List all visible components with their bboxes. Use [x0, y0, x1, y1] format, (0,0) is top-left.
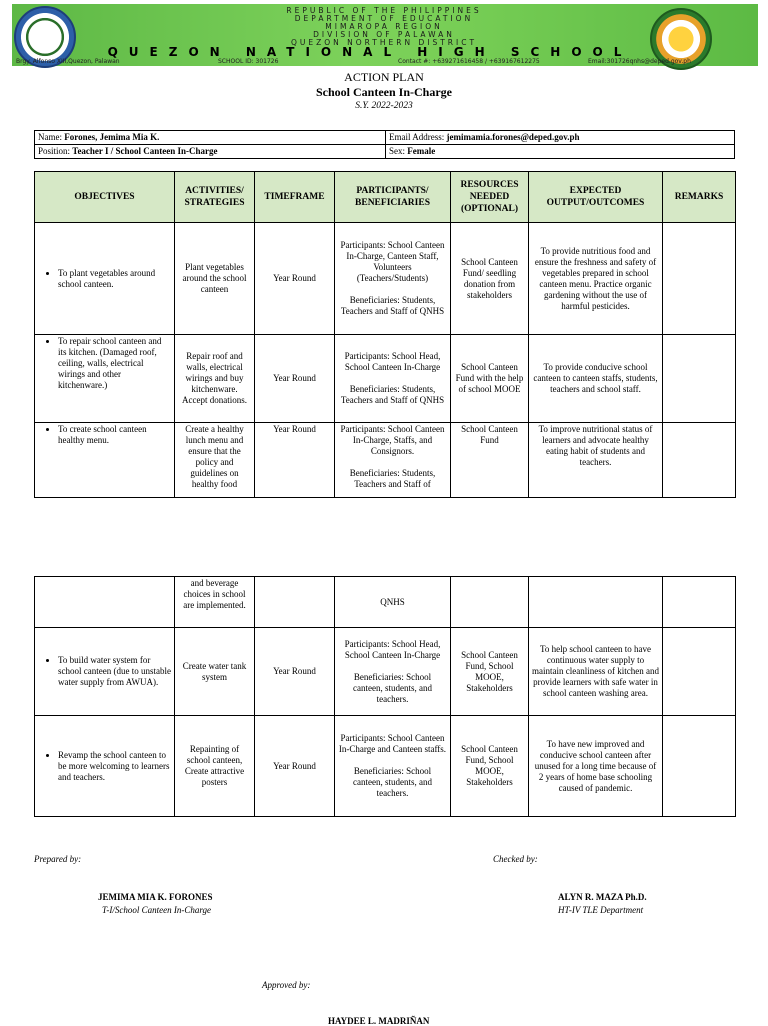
info-table: [34, 130, 735, 159]
school-email: Email:301726qnhs@deped.gov.ph: [588, 58, 691, 65]
email-value: jemimamia.forones@deped.gov.ph: [446, 132, 580, 142]
timeframe-cell: Year Round: [255, 628, 335, 716]
position-cell: [35, 145, 386, 159]
school-contact: Contact #: +639271616458 / +639167612275: [398, 58, 540, 65]
action-plan-table: [34, 171, 736, 498]
table-row: [35, 628, 736, 716]
col-header-objectives: OBJECTIVES: [35, 172, 175, 223]
activity-cell: Repair roof and walls, electrical wirings and buy kitchenware. Accept donations.: [175, 335, 255, 423]
participants-text: Participants: School Canteen In-Charge, Canteen Staff, Volunteers (Teachers/Students): [340, 240, 445, 283]
participants-text: Participants: School Head, School Canteen In-Charge: [344, 351, 441, 372]
prepared-by-title: T-I/School Canteen In-Charge: [102, 905, 211, 915]
timeframe-cell: Year Round: [255, 223, 335, 335]
header-republic: REPUBLIC OF THE PHILIPPINES: [286, 6, 482, 15]
timeframe-cell: Year Round: [255, 423, 335, 498]
participants-text: Participants: School Canteen In-Charge and Canteen staffs.: [338, 733, 447, 754]
name-label: Name:: [38, 132, 62, 142]
beneficiaries-text: Beneficiaries: Students, Teachers and Staff of QNHS: [340, 384, 445, 405]
name-value: Forones, Jemima Mia K.: [64, 132, 160, 142]
outcome-cell: [529, 577, 663, 628]
info-row-name: [35, 131, 735, 145]
objective-text: • To create school canteen healthy menu.: [58, 424, 171, 446]
participants-cell: [335, 423, 451, 498]
timeframe-cell: [255, 577, 335, 628]
participants-cell: [335, 335, 451, 423]
outcome-cell: To provide nutritious food and ensure the freshness and safety of vegetables prepared in school canteen menu. Practice organic gardening without the use of harmful pesticides.: [529, 223, 663, 335]
table-row: [35, 335, 736, 423]
info-row-position: [35, 145, 735, 159]
position-value: Teacher I / School Canteen In-Charge: [72, 146, 218, 156]
outcome-cell: To provide conducive school canteen to canteen staffs, students, teachers and school staff.: [529, 335, 663, 423]
remarks-cell: [663, 223, 736, 335]
activity-cell: and beverage choices in school are implemented.: [175, 577, 255, 628]
prepared-by-label: Prepared by:: [34, 854, 82, 864]
header-region: MIMAROPA REGION: [325, 22, 443, 31]
activity-cell: Repainting of school canteen, Create attractive posters: [175, 716, 255, 817]
col-header-activities: ACTIVITIES/ STRATEGIES: [175, 172, 255, 223]
objective-cell: [35, 423, 175, 498]
participants-cell: [335, 716, 451, 817]
objective-cell: [35, 577, 175, 628]
title-role: School Canteen In-Charge: [315, 85, 452, 99]
resources-cell: School Canteen Fund, School MOOE, Stakeholders: [451, 628, 529, 716]
beneficiaries-text: Beneficiaries: Students, Teachers and Staff of QNHS: [340, 295, 445, 316]
objective-cell: [35, 628, 175, 716]
beneficiaries-text: Beneficiaries: School canteen, students, and teachers.: [353, 766, 432, 798]
table-row: [35, 716, 736, 817]
checked-by-title: HT-IV TLE Department: [558, 905, 644, 915]
sex-cell: [386, 145, 735, 159]
document-title: [0, 70, 768, 113]
objective-text: • To repair school canteen and its kitchen. (Damaged roof, ceiling, walls, electrical wirings and other kitchenware.): [58, 336, 171, 391]
remarks-cell: [663, 577, 736, 628]
activity-cell: Create water tank system: [175, 628, 255, 716]
resources-cell: [451, 577, 529, 628]
title-school-year: S.Y. 2022-2023: [355, 101, 413, 111]
prepared-by-name: JEMIMA MIA K. FORONES: [98, 892, 213, 902]
email-label: Email Address:: [389, 132, 445, 142]
participants-cell: [335, 628, 451, 716]
header-division: DIVISION OF PALAWAN: [313, 30, 455, 39]
resources-cell: School Canteen Fund with the help of school MOOE: [451, 335, 529, 423]
beneficiaries-text: Beneficiaries: Students, Teachers and Staff of: [349, 468, 436, 489]
table-row: [35, 423, 736, 498]
timeframe-cell: Year Round: [255, 716, 335, 817]
school-id: SCHOOL ID: 301726: [218, 58, 279, 65]
checked-by-name: ALYN R. MAZA Ph.D.: [558, 892, 647, 902]
sex-label: Sex:: [389, 146, 406, 156]
title-action-plan: ACTION PLAN: [344, 70, 424, 84]
participants-text: Participants: School Canteen In-Charge, Staffs, and Consignors.: [340, 424, 445, 456]
objective-text: • To plant vegetables around school canteen.: [58, 268, 171, 290]
col-header-outcomes: EXPECTED OUTPUT/OUTCOMES: [529, 172, 663, 223]
name-cell: [35, 131, 386, 145]
remarks-cell: [663, 423, 736, 498]
outcome-cell: To help school canteen to have continuous water supply to maintain cleanliness of kitchen and provide learners with safe water in school canteen washing area.: [529, 628, 663, 716]
table-row: [35, 223, 736, 335]
remarks-cell: [663, 335, 736, 423]
remarks-cell: [663, 716, 736, 817]
position-label: Position:: [38, 146, 71, 156]
col-header-timeframe: TIMEFRAME: [255, 172, 335, 223]
action-plan-table-continued: [34, 576, 736, 817]
activity-cell: Create a healthy lunch menu and ensure that the policy and guidelines on healthy food: [175, 423, 255, 498]
col-header-remarks: REMARKS: [663, 172, 736, 223]
objective-text: • Revamp the school canteen to be more welcoming to learners and teachers.: [58, 750, 171, 783]
col-header-resources: RESOURCES NEEDED (OPTIONAL): [451, 172, 529, 223]
objective-cell: [35, 716, 175, 817]
objective-cell: [35, 335, 175, 423]
sex-value: Female: [407, 146, 436, 156]
table-row: [35, 577, 736, 628]
beneficiaries-text: Beneficiaries: School canteen, students, and teachers.: [353, 671, 432, 704]
participants-text: Participants: School Head, School Canteen In-Charge: [344, 638, 441, 660]
school-address: Brgy. Alfonso XIII,Quezon, Palawan: [16, 58, 120, 65]
participants-cell: QNHS: [335, 577, 451, 628]
approved-by-label: Approved by:: [262, 980, 311, 990]
objective-cell: [35, 223, 175, 335]
resources-cell: School Canteen Fund/ seedling donation from stakeholders: [451, 223, 529, 335]
approved-by-name: HAYDEE L. MADRIÑAN: [328, 1016, 430, 1026]
resources-cell: School Canteen Fund, School MOOE, Stakeholders: [451, 716, 529, 817]
col-header-participants: PARTICIPANTS/ BENEFICIARIES: [335, 172, 451, 223]
header-district: QUEZON NORTHERN DISTRICT: [290, 38, 478, 47]
timeframe-cell: Year Round: [255, 335, 335, 423]
participants-cell: [335, 223, 451, 335]
remarks-cell: [663, 628, 736, 716]
table-header-row: [35, 172, 736, 223]
email-cell: [386, 131, 735, 145]
resources-cell: School Canteen Fund: [451, 423, 529, 498]
outcome-cell: To improve nutritional status of learners and advocate healthy eating habit of students and teachers.: [529, 423, 663, 498]
outcome-cell: To have new improved and conducive school canteen after unused for a long time because of 2 years of home base schooling caused of pandemic.: [529, 716, 663, 817]
objective-text: • To build water system for school canteen (due to unstable water supply from AWUA).: [58, 655, 171, 688]
school-name: QUEZON NATIONAL HIGH SCHOOL: [107, 45, 633, 59]
checked-by-label: Checked by:: [493, 854, 538, 864]
header-department: DEPARTMENT OF EDUCATION: [294, 14, 474, 23]
activity-cell: Plant vegetables around the school canteen: [175, 223, 255, 335]
